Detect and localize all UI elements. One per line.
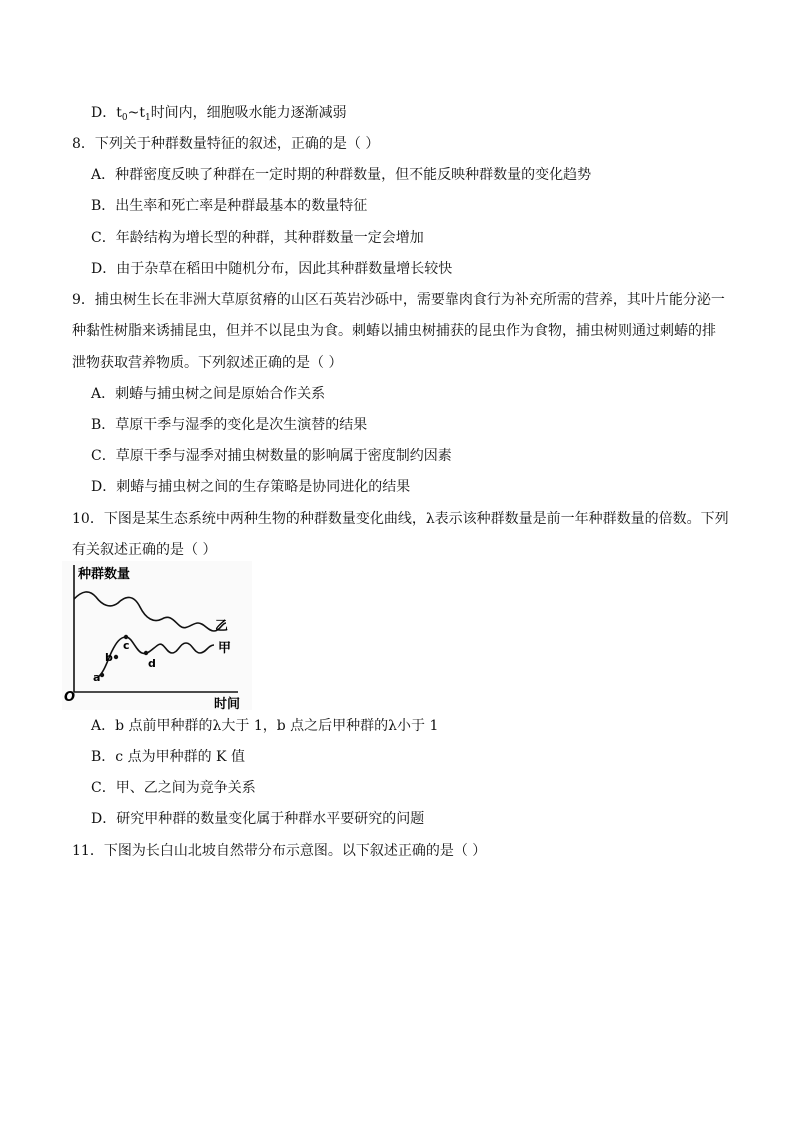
x-axis-label: 时间 (214, 697, 241, 710)
q10-option-a: A．b 点前甲种群的λ大于 1，b 点之后甲种群的λ小于 1 (91, 718, 439, 734)
q11-stem: 11．下图为长白山北坡自然带分布示意图。以下叙述正确的是（ ） (72, 843, 487, 859)
q8-option-a: A．种群密度反映了种群在一定时期的种群数量，但不能反映种群数量的变化趋势 (91, 167, 592, 183)
q8-option-c: C．年龄结构为增长型的种群，其种群数量一定会增加 (91, 230, 424, 246)
q9-stem-line-1: 9．捕虫树生长在非洲大草原贫瘠的山区石英岩沙砾中，需要靠肉食行为补充所需的营养，其叶片能分泌一 (72, 292, 725, 308)
point-label-a: a (93, 671, 101, 684)
q8-stem: 8．下列关于种群数量特征的叙述，正确的是（ ） (72, 136, 380, 152)
curve-label-yi: 乙 (215, 619, 229, 634)
q10-option-d: D．研究甲种群的数量变化属于种群水平要研究的问题 (91, 811, 425, 827)
q10-option-b: B．c 点为甲种群的 K 值 (91, 749, 245, 765)
y-axis-label: 种群数量 (78, 567, 131, 582)
q10-option-c: C．甲、乙之间为竞争关系 (91, 780, 256, 796)
q10-stem-line-1: 10．下图是某生态系统中两种生物的种群数量变化曲线，λ表示该种群数量是前一年种群数量的倍数。下列 (72, 511, 729, 527)
q8-option-d: D．由于杂草在稻田中随机分布，因此其种群数量增长较快 (91, 261, 453, 277)
point-d-marker (144, 651, 148, 655)
q7-option-d: D．$t_0\sim t_1$时间内，细胞吸水能力逐渐减弱 (91, 105, 347, 123)
q8-option-b: B．出生率和死亡率是种群最基本的数量特征 (91, 198, 368, 214)
figure-background (62, 561, 252, 710)
q9-stem-line-2: 种黏性树脂来诱捕昆虫，但并不以昆虫为食。刺蝽以捕虫树捕获的昆虫作为食物，捕虫树则通过刺蝽的排 (72, 323, 716, 339)
population-curve-figure (62, 561, 252, 710)
point-a-marker (100, 673, 104, 677)
point-label-b: b (105, 651, 113, 664)
q10-stem-line-2: 有关叙述正确的是（ ） (72, 542, 217, 558)
point-label-d: d (148, 657, 156, 670)
point-label-c: c (123, 639, 130, 652)
q9-option-a: A．刺蝽与捕虫树之间是原始合作关系 (91, 386, 326, 402)
origin-label: O (64, 690, 76, 705)
q9-option-c: C．草原干季与湿季对捕虫树数量的影响属于密度制约因素 (91, 448, 452, 464)
q9-option-b: B．草原干季与湿季的变化是次生演替的结果 (91, 417, 368, 433)
point-b-marker (114, 655, 118, 659)
q9-option-d: D．刺蝽与捕虫树之间的生存策略是协同进化的结果 (91, 479, 411, 495)
q9-stem-line-3: 泄物获取营养物质。下列叙述正确的是（ ） (72, 355, 343, 371)
curve-label-jia: 甲 (218, 641, 232, 656)
